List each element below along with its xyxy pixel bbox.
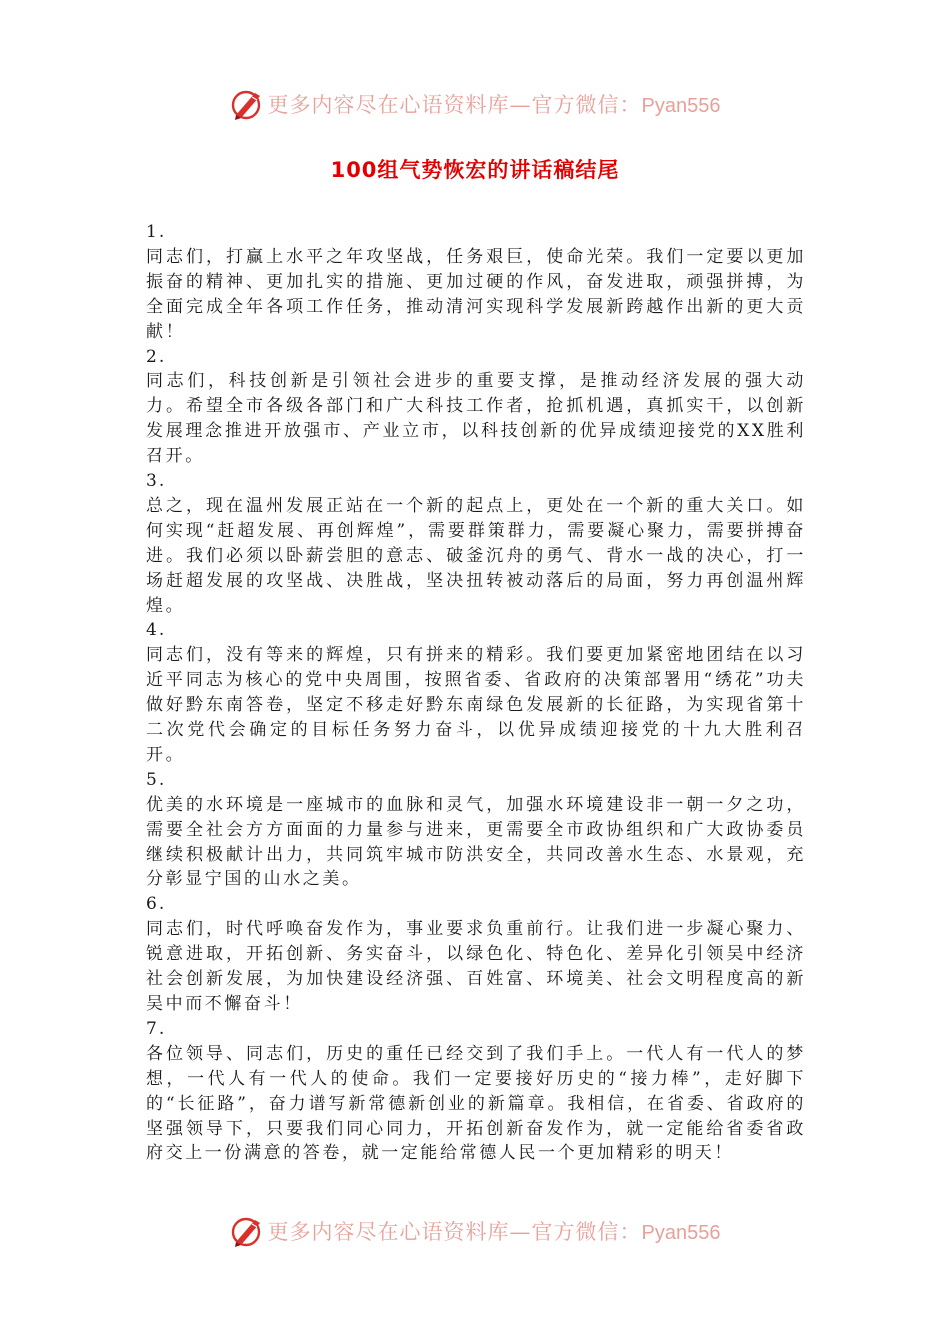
pen-logo-icon — [230, 87, 264, 121]
page-title: 100组气势恢宏的讲话稿结尾 — [330, 158, 620, 182]
item-number: 6. — [146, 894, 167, 915]
list-item — [146, 1017, 806, 1166]
item-text: 同志们，时代呼唤奋发作为，事业要求负重前行。让我们进一步凝心聚力、锐意进取，开拓创新、务实奋斗，以绿色化、特色化、差异化引领吴中经济社会创新发展，为加快建设经济强、百姓富、环境美、社会文明程度高的新吴中而不懈奋斗！ — [146, 919, 806, 1014]
wechat-id: Pyan556 — [641, 1222, 721, 1244]
list-item — [146, 892, 806, 1017]
list-item — [146, 220, 806, 345]
watermark-banner-bottom — [0, 1211, 950, 1251]
item-text: 各位领导、同志们，历史的重任已经交到了我们手上。一代人有一代人的梦想，一代人有一代人的使命。我们一定要接好历史的“接力棒”，走好脚下的“长征路”，奋力谱写新常德新创业的新篇章。我相信，在省委、省政府的坚强领导下，只要我们同心同力，开拓创新奋发作为，就一定能给省委省政府交上一份满意的答卷，就一定能给常德人民一个更加精彩的明天！ — [146, 1043, 806, 1164]
document-body — [146, 220, 806, 1166]
watermark-text: 更多内容尽在心语资料库—官方微信：Pyan556 — [267, 93, 721, 117]
item-text: 总之，现在温州发展正站在一个新的起点上，更处在一个新的重大关口。如何实现“赶超发展、再创辉煌”，需要群策群力，需要凝心聚力，需要拼搏奋进。我们必须以卧薪尝胆的意志、破釜沉舟的勇气、背水一战的决心，打一场赶超发展的攻坚战、决胜战，坚决扭转被动落后的局面，努力再创温州辉煌。 — [146, 495, 806, 616]
pen-logo-icon — [230, 1214, 264, 1248]
item-number: 1. — [146, 222, 167, 242]
watermark-banner-top — [0, 84, 950, 124]
list-item — [146, 469, 806, 618]
wechat-id: Pyan556 — [641, 95, 721, 117]
list-item — [146, 768, 806, 893]
item-number: 7. — [146, 1018, 167, 1039]
list-item — [146, 345, 806, 470]
item-number: 5. — [146, 769, 167, 790]
item-text: 同志们，科技创新是引领社会进步的重要支撑，是推动经济发展的强大动力。希望全市各级各部门和广大科技工作者，抢抓机遇，真抓实干，以创新发展理念推进开放强市、产业立市，以科技创新的优异成绩迎接党的XX胜利召开。 — [146, 371, 806, 467]
item-number: 4. — [146, 620, 167, 641]
item-number: 3. — [146, 471, 167, 492]
item-text: 同志们，打赢上水平之年攻坚战，任务艰巨，使命光荣。我们一定要以更加振奋的精神、更加扎实的措施、更加过硬的作风，奋发进取，顽强拼搏，为全面完成全年各项工作任务，推动清河实现科学发展新跨越作出新的更大贡献！ — [146, 246, 806, 342]
item-text: 优美的水环境是一座城市的血脉和灵气，加强水环境建设非一朝一夕之功，需要全社会方方面面的力量参与进来，更需要全市政协组织和广大政协委员继续积极献计出力，共同筑牢城市防洪安全，共同改善水生态、水景观，充分彰显宁国的山水之美。 — [146, 794, 806, 890]
item-text: 同志们，没有等来的辉煌，只有拼来的精彩。我们要更加紧密地团结在以习近平同志为核心的党中央周围，按照省委、省政府的决策部署用“绣花”功夫做好黔东南答卷，坚定不移走好黔东南绿色发展新的长征路，为实现省第十二次党代会确定的目标任务努力奋斗，以优异成绩迎接党的十九大胜利召开。 — [146, 645, 806, 765]
item-number: 2. — [146, 346, 167, 367]
list-item — [146, 618, 806, 767]
watermark-text: 更多内容尽在心语资料库—官方微信：Pyan556 — [267, 1220, 721, 1244]
